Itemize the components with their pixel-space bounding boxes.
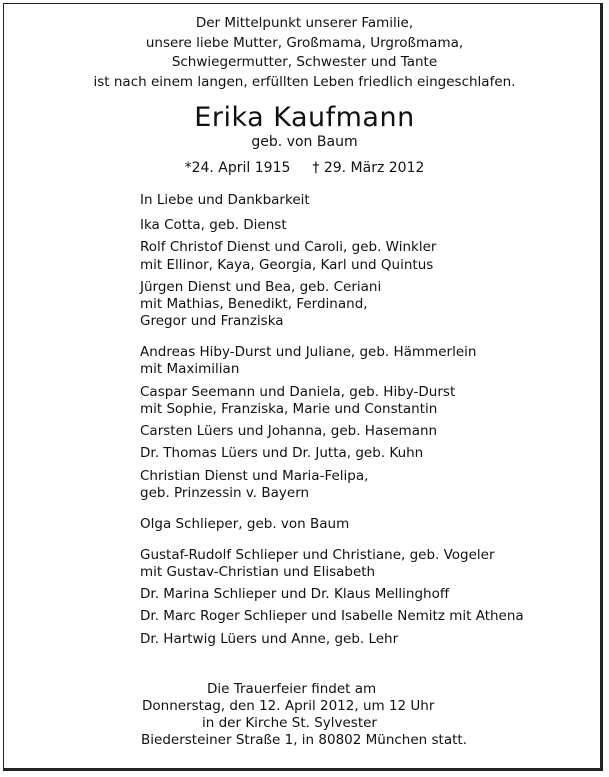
mourner-line: Olga Schlieper, geb. von Baum — [140, 516, 350, 532]
intro-text — [0, 14, 609, 92]
funeral-line: in der Kirche St. Sylvester — [202, 715, 377, 731]
intro-line: Der Mittelpunkt unserer Familie, — [195, 15, 414, 31]
mourner-line: mit Ellinor, Kaya, Georgia, Karl und Quintus — [140, 257, 434, 273]
funeral-line: Biedersteiner Straße 1, in 80802 München statt. — [141, 732, 467, 748]
mourner-line: Dr. Marc Roger Schlieper und Isabelle Nemitz mit Athena — [140, 608, 524, 624]
mourner-line: geb. Prinzessin v. Bayern — [140, 485, 310, 501]
funeral-line: Donnerstag, den 12. April 2012, um 12 Uhr — [142, 698, 435, 714]
mourner-line: Rolf Christof Dienst und Caroli, geb. Winkler — [140, 239, 437, 255]
intro-line: ist nach einem langen, erfüllten Leben friedlich eingeschlafen. — [93, 73, 516, 90]
mourner-line: Carsten Lüers und Johanna, geb. Hasemann — [140, 423, 438, 439]
mourner-line: mit Mathias, Benedikt, Ferdinand, — [140, 296, 368, 312]
life-dates — [0, 160, 609, 176]
mourner-line: Dr. Hartwig Lüers und Anne, geb. Lehr — [140, 631, 399, 647]
mourner-line: Ika Cotta, geb. Dienst — [140, 217, 287, 233]
mourner-line: Jürgen Dienst und Bea, geb. Ceriani — [140, 279, 382, 295]
deceased-born-name: geb. von Baum — [251, 134, 358, 150]
death-date: † 29. März 2012 — [312, 160, 425, 176]
mourner-line: In Liebe und Dankbarkeit — [140, 192, 310, 208]
deceased-name: Erika Kaufmann — [194, 102, 415, 133]
mourner-line: mit Maximilian — [140, 361, 240, 377]
mourner-line: Caspar Seemann und Daniela, geb. Hiby-Durst — [140, 384, 456, 400]
mourner-line: Christian Dienst und Maria-Felipa, — [140, 468, 369, 484]
mourner-line: Gustaf-Rudolf Schlieper und Christiane, geb. Vogeler — [140, 547, 495, 563]
funeral-line: Die Trauerfeier findet am — [207, 681, 377, 697]
mourner-line: mit Gustav-Christian und Elisabeth — [140, 564, 376, 580]
mourner-line: mit Sophie, Franziska, Marie und Constantin — [140, 401, 438, 417]
mourner-line: Dr. Thomas Lüers und Dr. Jutta, geb. Kuhn — [140, 445, 424, 461]
mourner-line: Dr. Marina Schlieper und Dr. Klaus Mellinghoff — [140, 586, 450, 602]
intro-line: unsere liebe Mutter, Großmama, Urgroßmama, — [145, 34, 464, 51]
birth-date: *24. April 1915 — [184, 160, 291, 176]
intro-line: Schwiegermutter, Schwester und Tante — [171, 54, 438, 70]
mourner-line: Gregor und Franziska — [140, 313, 284, 329]
mourner-line: Andreas Hiby-Durst und Juliane, geb. Hämmerlein — [140, 344, 477, 360]
